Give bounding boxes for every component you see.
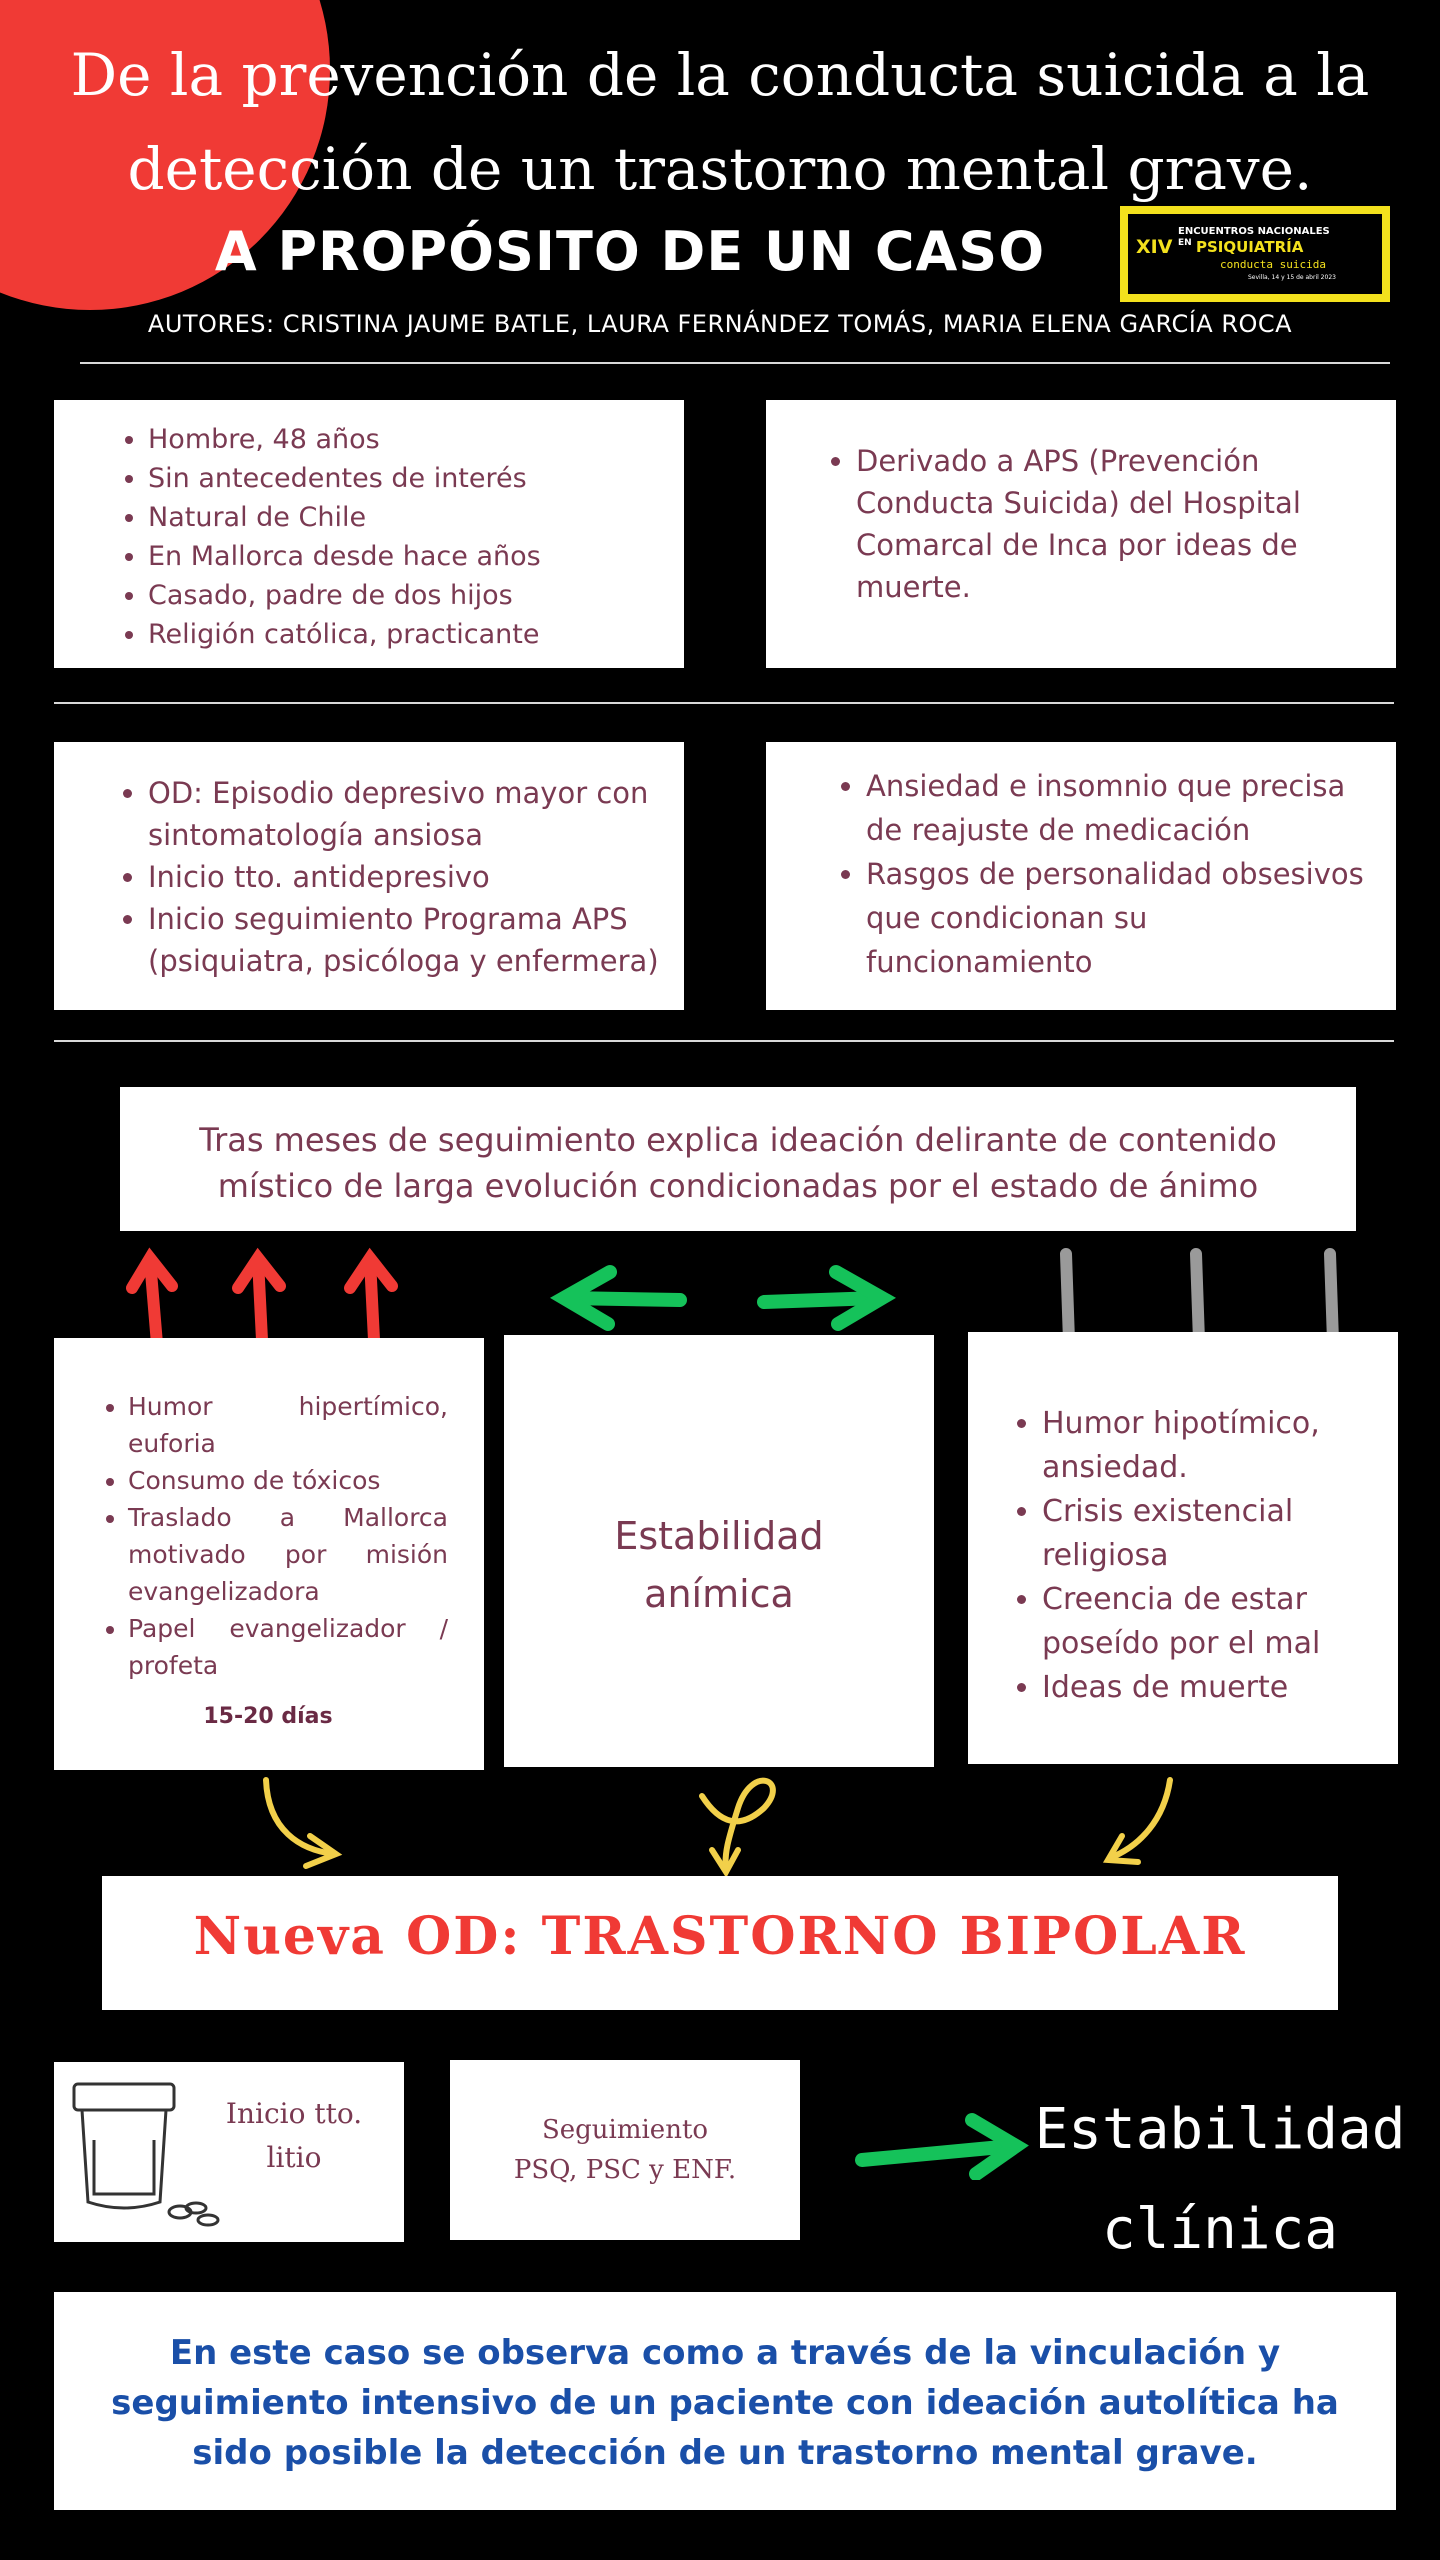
list-item: • Consumo de tóxicos: [128, 1462, 448, 1499]
duration-label: 15-20 días: [203, 1704, 333, 1729]
list-item: • Natural de Chile: [148, 498, 684, 537]
clinical-stability-line-2: clínica: [1101, 2197, 1338, 2262]
lithium-card: [54, 2062, 404, 2242]
list-item: • Rasgos de personalidad obsesivos que condicionan su funcionamiento: [866, 852, 1376, 984]
lithium-line-2: litio: [266, 2141, 322, 2174]
green-right-arrow-icon: [852, 2110, 1032, 2180]
title-line-2: detección de un trastorno mental grave.: [127, 135, 1313, 203]
anxiety-list: [826, 764, 1376, 984]
conclusion-card: [54, 2292, 1396, 2510]
logo-line-5: Sevilla, 14 y 15 de abril 2023: [1248, 274, 1336, 281]
diagnosis-card: [54, 742, 684, 1010]
referral-card: [766, 400, 1396, 668]
list-item: • Humor hipotímico, ansiedad.: [1042, 1402, 1378, 1490]
green-left-arrow-icon: [564, 1272, 680, 1324]
list-item: • Crisis existencial religiosa: [1042, 1490, 1378, 1578]
list-item: • En Mallorca desde hace años: [148, 537, 684, 576]
list-item: • Religión católica, practicante: [148, 615, 684, 654]
page-title: [0, 28, 1440, 216]
followup-line-2: PSQ, PSC y ENF.: [513, 2155, 737, 2185]
stability-line-1: Estabilidad: [614, 1514, 824, 1558]
anxiety-card: [766, 742, 1396, 1010]
logo-line-2: EN: [1178, 238, 1192, 248]
logo-line-3: PSIQUIATRÍA: [1196, 238, 1304, 256]
green-right-arrow-icon: [764, 1272, 882, 1324]
followup-line-1: Seguimiento: [541, 2115, 709, 2145]
new-diagnosis-text: Nueva OD: TRASTORNO BIPOLAR: [193, 1906, 1247, 1967]
divider: [54, 1040, 1394, 1042]
congress-logo: [1120, 206, 1390, 302]
stability-card: [504, 1335, 934, 1767]
conclusion-text: En este caso se observa como a través de la vinculación y seguimiento intensivo de un paciente con ideación autolítica ha sido posible la detección de un trastorno mental grave.: [111, 2333, 1339, 2473]
yellow-curly-arrow-icon: [702, 1781, 773, 1872]
logo-line-1: ENCUENTROS NACIONALES: [1178, 226, 1330, 237]
list-item: • Hombre, 48 años: [148, 420, 684, 459]
patient-card: [54, 400, 684, 668]
list-item: • Inicio seguimiento Programa APS (psiquiatra, psicóloga y enfermera): [148, 898, 664, 982]
yellow-curved-arrow-icon: [266, 1780, 336, 1866]
list-item: • OD: Episodio depresivo mayor con sintomatología ansiosa: [148, 772, 664, 856]
clinical-stability-line-1: Estabilidad: [1034, 2097, 1406, 2162]
depressive-list: [1002, 1402, 1378, 1710]
yellow-arrows-row: [0, 1770, 1440, 1880]
list-item: • Casado, padre de dos hijos: [148, 576, 684, 615]
stability-line-2: anímica: [644, 1572, 794, 1616]
divider: [54, 702, 1394, 704]
delusion-text: Tras meses de seguimiento explica ideación delirante de contenido místico de larga evolución condicionadas por el estado de ánimo: [199, 1121, 1277, 1205]
yellow-curved-arrow-icon: [1108, 1780, 1170, 1862]
new-diagnosis-card: [102, 1876, 1338, 2010]
list-item: • Inicio tto. antidepresivo: [148, 856, 664, 898]
manic-list: [88, 1388, 448, 1684]
clinical-stability: [1020, 2080, 1420, 2280]
authors: AUTORES: CRISTINA JAUME BATLE, LAURA FERNÁNDEZ TOMÁS, MARIA ELENA GARCÍA ROCA: [147, 310, 1293, 338]
lithium-text: [204, 2092, 384, 2180]
referral-list: [816, 440, 1356, 608]
logo-line-4: conducta suicida: [1220, 258, 1326, 271]
manic-card: [54, 1338, 484, 1770]
title-line-1: De la prevención de la conducta suicida a la: [70, 41, 1370, 109]
patient-list: [108, 420, 684, 654]
diagnosis-list: [108, 772, 664, 982]
lithium-line-1: Inicio tto.: [225, 2097, 363, 2130]
list-item: • Humor hipertímico, euforia: [128, 1388, 448, 1462]
logo-numeral: XIV: [1136, 236, 1173, 258]
list-item: • Papel evangelizador / profeta: [128, 1610, 448, 1684]
list-item: • Ideas de muerte: [1042, 1666, 1378, 1710]
delusion-card: [120, 1087, 1356, 1231]
list-item: • Ansiedad e insomnio que precisa de reajuste de medicación: [866, 764, 1376, 852]
followup-card: [450, 2060, 800, 2240]
list-item: • Derivado a APS (Prevención Conducta Suicida) del Hospital Comarcal de Inca por ideas de muerte.: [856, 440, 1356, 608]
list-item: • Creencia de estar poseído por el mal: [1042, 1578, 1378, 1666]
depressive-card: [968, 1332, 1398, 1764]
page-subtitle: A PROPÓSITO DE UN CASO: [214, 220, 1046, 283]
list-item: • Sin antecedentes de interés: [148, 459, 684, 498]
divider: [80, 362, 1390, 364]
list-item: • Traslado a Mallorca motivado por misión evangelizadora: [128, 1499, 448, 1610]
